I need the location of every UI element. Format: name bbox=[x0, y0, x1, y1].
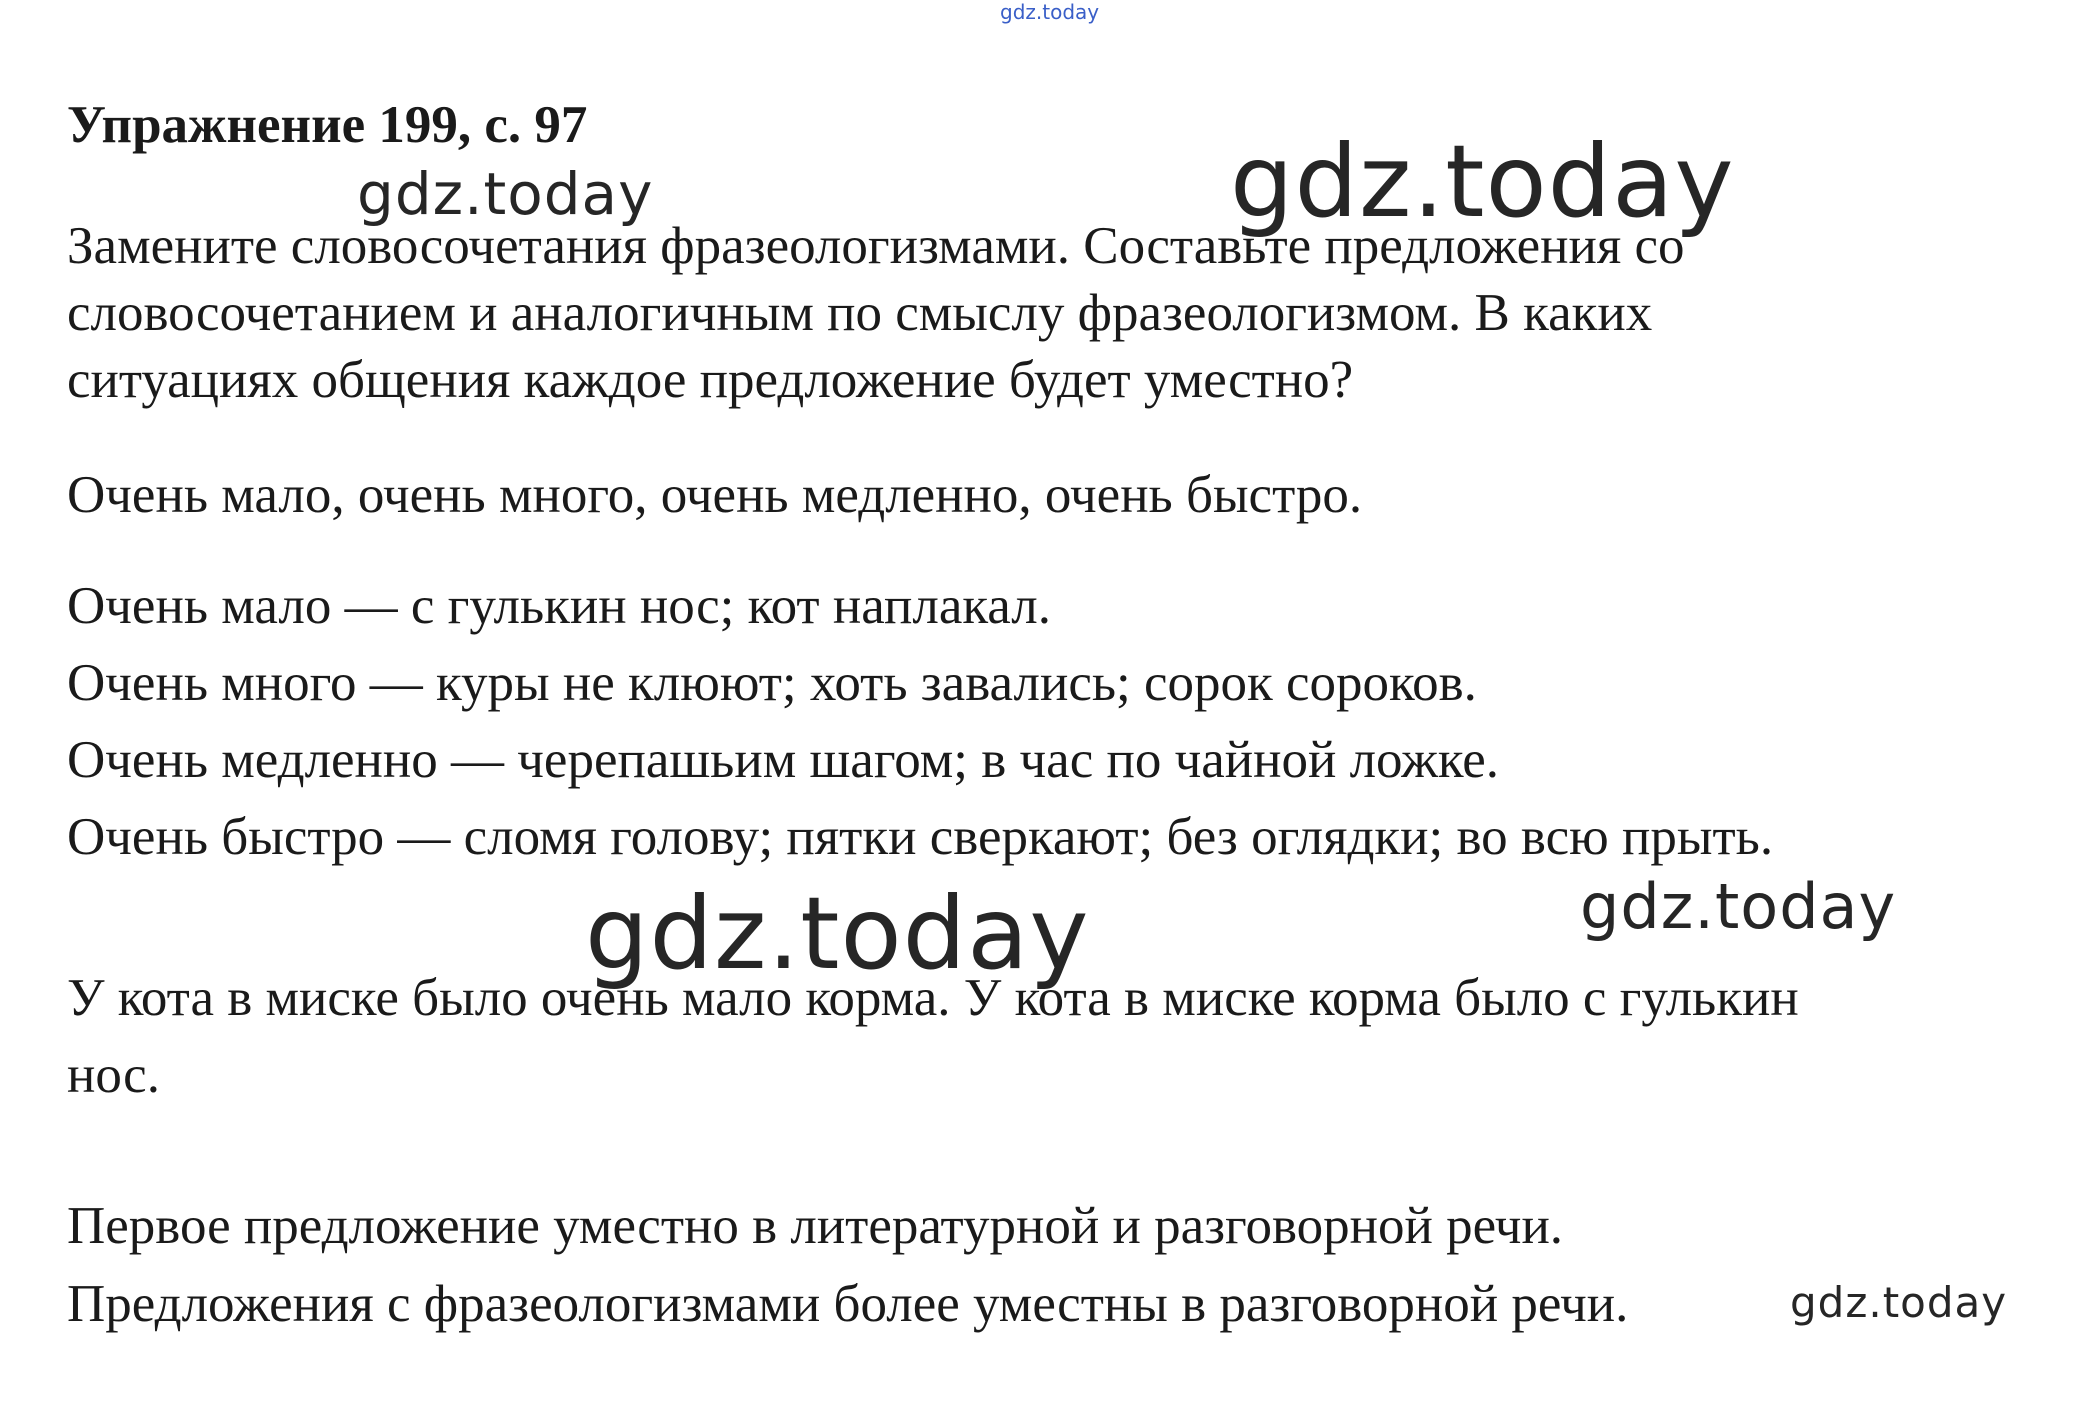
task-line: Замените словосочетания фразеологизмами. Составьте предложения со bbox=[67, 217, 1685, 275]
conclusion-line: Первое предложение уместно в литературной и разговорной речи. bbox=[67, 1197, 1564, 1255]
task-line: словосочетанием и аналогичным по смыслу фразеологизмом. В каких bbox=[67, 284, 1653, 342]
conclusion-text bbox=[67, 1193, 1628, 1349]
exercise-title: Упражнение 199, с. 97 bbox=[67, 96, 588, 154]
watermark: gdz.today bbox=[585, 875, 1090, 992]
answer-line: Очень быстро — сломя голову; пятки сверкают; без оглядки; во всю прыть. bbox=[67, 808, 1774, 866]
answer-line: Очень мало — с гулькин нос; кот наплакал. bbox=[67, 577, 1051, 635]
example-line: нос. bbox=[67, 1046, 160, 1104]
conclusion-line: Предложения с фразеологизмами более уместны в разговорной речи. bbox=[67, 1275, 1629, 1333]
watermark-top: gdz.today bbox=[1000, 0, 1100, 24]
task-text bbox=[67, 213, 1684, 414]
answer-line: Очень медленно — черепашьим шагом; в час по чайной ложке. bbox=[67, 731, 1500, 789]
task-line: ситуациях общения каждое предложение будет уместно? bbox=[67, 351, 1354, 409]
example-line: У кота в миске было очень мало корма. У кота в миске корма было с гулькин bbox=[67, 969, 1799, 1027]
word-combinations: Очень мало, очень много, очень медленно, очень быстро. bbox=[67, 466, 1363, 524]
watermark: gdz.today bbox=[1790, 1278, 2008, 1327]
phraseology-answers bbox=[67, 573, 1773, 881]
watermark: gdz.today bbox=[1230, 123, 1735, 240]
watermark: gdz.today bbox=[1580, 870, 1897, 943]
answer-line: Очень много — куры не клюют; хоть завались; сорок сороков. bbox=[67, 654, 1477, 712]
watermark: gdz.today bbox=[357, 160, 654, 228]
